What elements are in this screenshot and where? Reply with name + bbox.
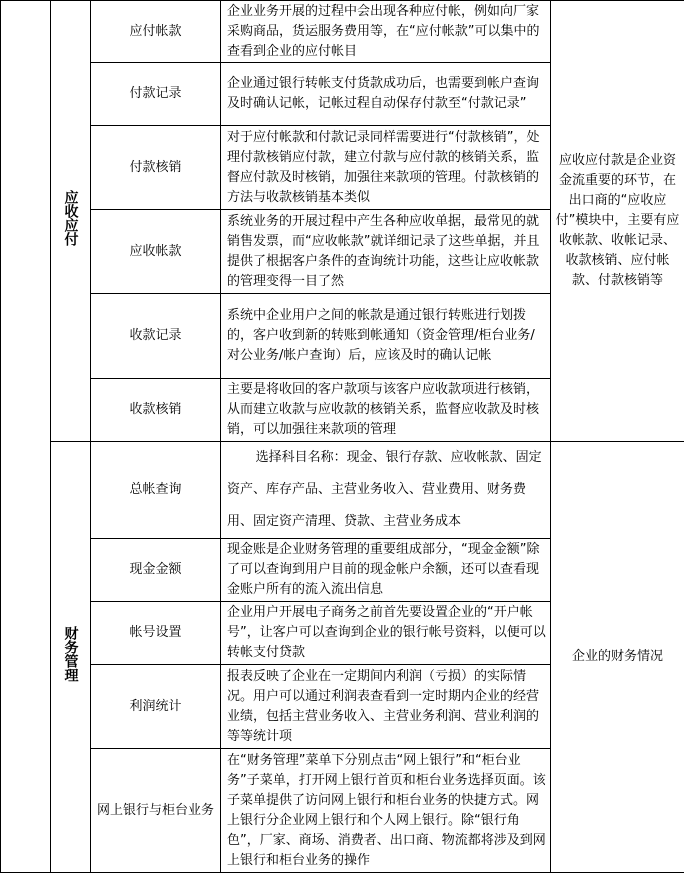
function-name: 网上银行与柜台业务 [91, 749, 221, 873]
function-description: 在“财务管理”菜单下分别点击“网上银行”和“柜台业务”子菜单，打开网上银行首页和柜台业务选择页面。该子菜单提供了访问网上银行和柜台业务的快捷方式。网上银行分企业网上银行和个人网上银行。除“银行角色”，厂家、商场、消费者、出口商、物流都将涉及到网上银行和柜台业务的操作 [221, 749, 551, 873]
function-name: 利润统计 [91, 665, 221, 749]
table-row [1, 1, 684, 63]
function-description: 企业用户开展电子商务之前首先要设置企业的“开户帐号”，让客户可以查询到企业的银行帐号资料，以便可以转帐支付贷款 [221, 602, 551, 665]
function-description: 主要是将收回的客户款项与该客户应收款项进行核销，从而建立收款与应收款的核销关系，监督应收款及时核销，可以加强往来款项的管理 [221, 379, 551, 442]
section-summary: 应收应付款是企业资金流重要的环节，在出口商的“应收应付”模块中，主要有应收帐款、收帐记录、收款核销、应付帐款、付款核销等 [551, 1, 684, 442]
section-summary: 企业的财务情况 [551, 442, 684, 873]
function-name: 付款核销 [91, 126, 221, 210]
function-description: 系统业务的开展过程中产生各种应收单据，最常见的就销售发票，而“应收帐款”就详细记录了这些单据，并且提供了根据客户条件的查询统计功能，这些让应收帐款的管理变得一目了然 [221, 210, 551, 294]
function-name: 收款记录 [91, 294, 221, 379]
function-name: 现金金额 [91, 539, 221, 602]
function-name: 帐号设置 [91, 602, 221, 665]
function-description: 报表反映了企业在一定期间内利润（亏损）的实际情况。用户可以通过利润表查看到一定时期内企业的经营业绩，包括主营业务收入、主营业务利润、营业利润的等等统计项 [221, 665, 551, 749]
function-name: 收款核销 [91, 379, 221, 442]
function-name: 应付帐款 [91, 1, 221, 63]
category-cell [51, 442, 91, 873]
function-name: 总帐查询 [91, 442, 221, 539]
function-description: 现金账是企业财务管理的重要组成部分，“现金金额”除了可以查询到用户目前的现金帐户余额，还可以查看现金账户所有的流入流出信息 [221, 539, 551, 602]
left-margin-cell [1, 1, 51, 873]
category-label: 应收应付 [64, 190, 78, 246]
function-description: 企业通过银行转帐支付货款成功后，也需要到帐户查询及时确认记帐，记帐过程自动保存付款至“付款记录” [221, 63, 551, 126]
category-label: 财务管理 [64, 626, 78, 682]
category-cell [51, 1, 91, 442]
function-description: 企业业务开展的过程中会出现各种应付帐，例如向厂家采购商品，货运服务费用等，在“应付帐款”可以集中的查看到企业的应付帐目 [221, 1, 551, 63]
table-row [1, 442, 684, 539]
function-name: 付款记录 [91, 63, 221, 126]
function-name: 应收帐款 [91, 210, 221, 294]
function-description-text: 选择科目名称：现金、银行存款、应收帐款、固定资产、库存产品、主营业务收入、营业费用、财务费用、固定资产清理、贷款、主营业务成本 [227, 442, 546, 538]
function-description: 对于应付帐款和付款记录同样需要进行“付款核销”，处理付款核销应付款，建立付款与应付款的核销关系，监督应付款及时核销，加强往来款项的管理。付款核销的方法与收款核销基本类似 [221, 126, 551, 210]
function-description: 系统中企业用户之间的帐款是通过银行转账进行划拨的，客户收到新的转账到帐通知（资金管理/柜台业务/对公业务/帐户查询）后，应该及时的确认记帐 [221, 294, 551, 379]
function-description [221, 442, 551, 539]
